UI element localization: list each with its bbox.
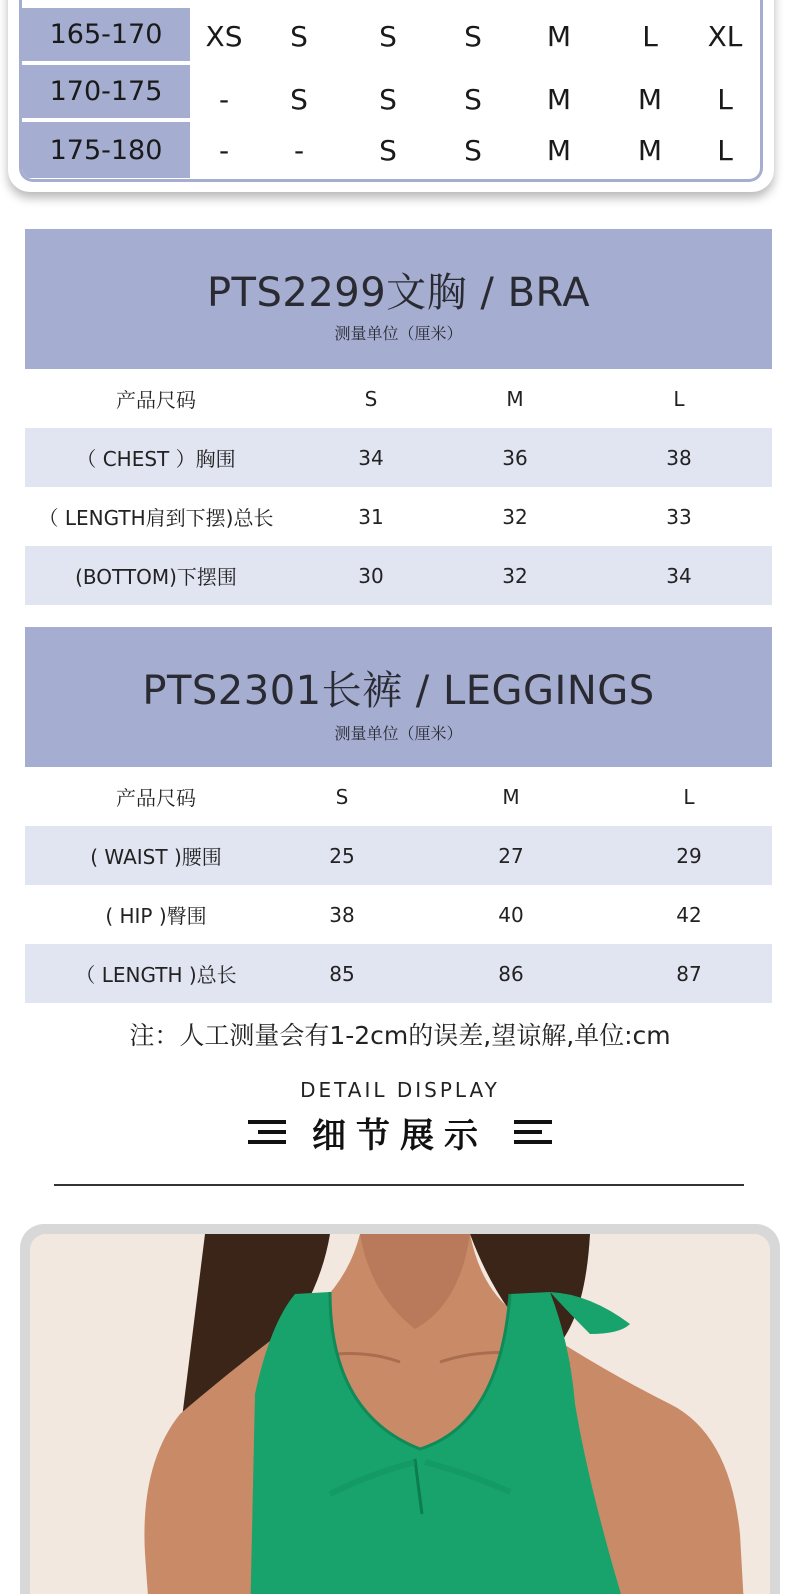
- table-header-row: [25, 767, 772, 826]
- table-header-row: [25, 369, 772, 428]
- height-cell: 170-175: [22, 65, 190, 121]
- heading-decoration-right-icon: [514, 1118, 552, 1146]
- size-chart-card: [8, 0, 774, 192]
- bra-unit: 测量单位（厘米）: [334, 324, 463, 343]
- value-cell: 31: [358, 504, 384, 529]
- bra-size-table: [25, 229, 772, 605]
- table-row: [25, 546, 772, 605]
- header-cell: M: [502, 784, 520, 809]
- header-cell: S: [335, 784, 349, 809]
- size-cell: S: [379, 19, 397, 53]
- measure-label: (BOTTOM)下摆围: [75, 565, 237, 589]
- value-cell: 34: [666, 563, 692, 588]
- table-row: [25, 944, 772, 1003]
- sports-bra-illustration: [30, 1234, 770, 1594]
- value-cell: 25: [329, 843, 355, 868]
- leggings-size-table: [25, 627, 772, 1003]
- value-cell: 86: [498, 961, 524, 986]
- leggings-title: PTS2301长裤 / LEGGINGS: [142, 668, 655, 714]
- bra-title: PTS2299文胸 / BRA: [206, 270, 591, 316]
- size-cell: -: [293, 133, 305, 167]
- size-cell: M: [637, 133, 663, 167]
- table-row: [25, 826, 772, 885]
- heading-decoration-left-icon: [248, 1118, 286, 1146]
- value-cell: 32: [502, 563, 528, 588]
- size-row: [22, 8, 763, 64]
- value-cell: 32: [502, 504, 528, 529]
- size-cell: L: [717, 133, 733, 167]
- size-cell: XL: [707, 19, 743, 53]
- table-row: [25, 487, 772, 546]
- measure-label: （ CHEST ）胸围: [76, 447, 236, 471]
- value-cell: 27: [498, 843, 524, 868]
- size-cell: M: [546, 82, 572, 116]
- measure-label: （ LENGTH肩到下摆)总长: [38, 506, 274, 530]
- size-cell: XS: [205, 19, 243, 53]
- size-chart-table: [19, 0, 763, 182]
- size-cell: S: [464, 19, 482, 53]
- detail-heading-en: DETAIL DISPLAY: [300, 1078, 500, 1102]
- size-cell: -: [218, 133, 230, 167]
- value-cell: 42: [676, 902, 702, 927]
- section-divider: [54, 1184, 744, 1186]
- product-photo-frame: [20, 1224, 780, 1594]
- size-cell: S: [290, 82, 308, 116]
- value-cell: 38: [666, 445, 692, 470]
- detail-heading: [0, 1110, 800, 1154]
- value-cell: 85: [329, 961, 355, 986]
- table-row: [25, 428, 772, 487]
- size-cell: -: [218, 82, 230, 116]
- size-row: [22, 122, 763, 178]
- size-cell: M: [546, 19, 572, 53]
- size-cell: S: [290, 19, 308, 53]
- value-cell: 36: [502, 445, 528, 470]
- detail-heading-cn: 细节展示: [312, 1115, 488, 1156]
- size-cell: S: [379, 82, 397, 116]
- measure-label: ( HIP )臀围: [105, 904, 207, 928]
- size-row: [22, 65, 763, 121]
- value-cell: 30: [358, 563, 384, 588]
- height-cell: 165-170: [22, 8, 190, 64]
- measure-label: ( WAIST )腰围: [90, 845, 222, 869]
- value-cell: 33: [666, 504, 692, 529]
- header-cell: S: [364, 386, 378, 411]
- size-cell: L: [717, 82, 733, 116]
- size-cell: M: [637, 82, 663, 116]
- leggings-unit: 测量单位（厘米）: [334, 724, 463, 743]
- measurement-note: 注：人工测量会有1-2cm的误差,望谅解,单位:cm: [129, 1021, 671, 1050]
- header-cell: L: [673, 386, 685, 411]
- header-cell: 产品尺码: [116, 388, 196, 412]
- product-photo: [30, 1234, 770, 1594]
- size-cell: S: [464, 82, 482, 116]
- table-row: [25, 885, 772, 944]
- value-cell: 34: [358, 445, 384, 470]
- value-cell: 40: [498, 902, 524, 927]
- size-cell: M: [546, 133, 572, 167]
- value-cell: 38: [329, 902, 355, 927]
- header-cell: 产品尺码: [116, 786, 196, 810]
- size-cell: L: [642, 19, 658, 53]
- value-cell: 87: [676, 961, 702, 986]
- measure-label: （ LENGTH )总长: [75, 963, 237, 987]
- size-cell: S: [464, 133, 482, 167]
- header-cell: M: [506, 386, 524, 411]
- bra-header: [25, 229, 772, 369]
- header-cell: L: [683, 784, 695, 809]
- value-cell: 29: [676, 843, 702, 868]
- leggings-header: [25, 627, 772, 767]
- height-cell: 175-180: [22, 122, 190, 178]
- size-cell: S: [379, 133, 397, 167]
